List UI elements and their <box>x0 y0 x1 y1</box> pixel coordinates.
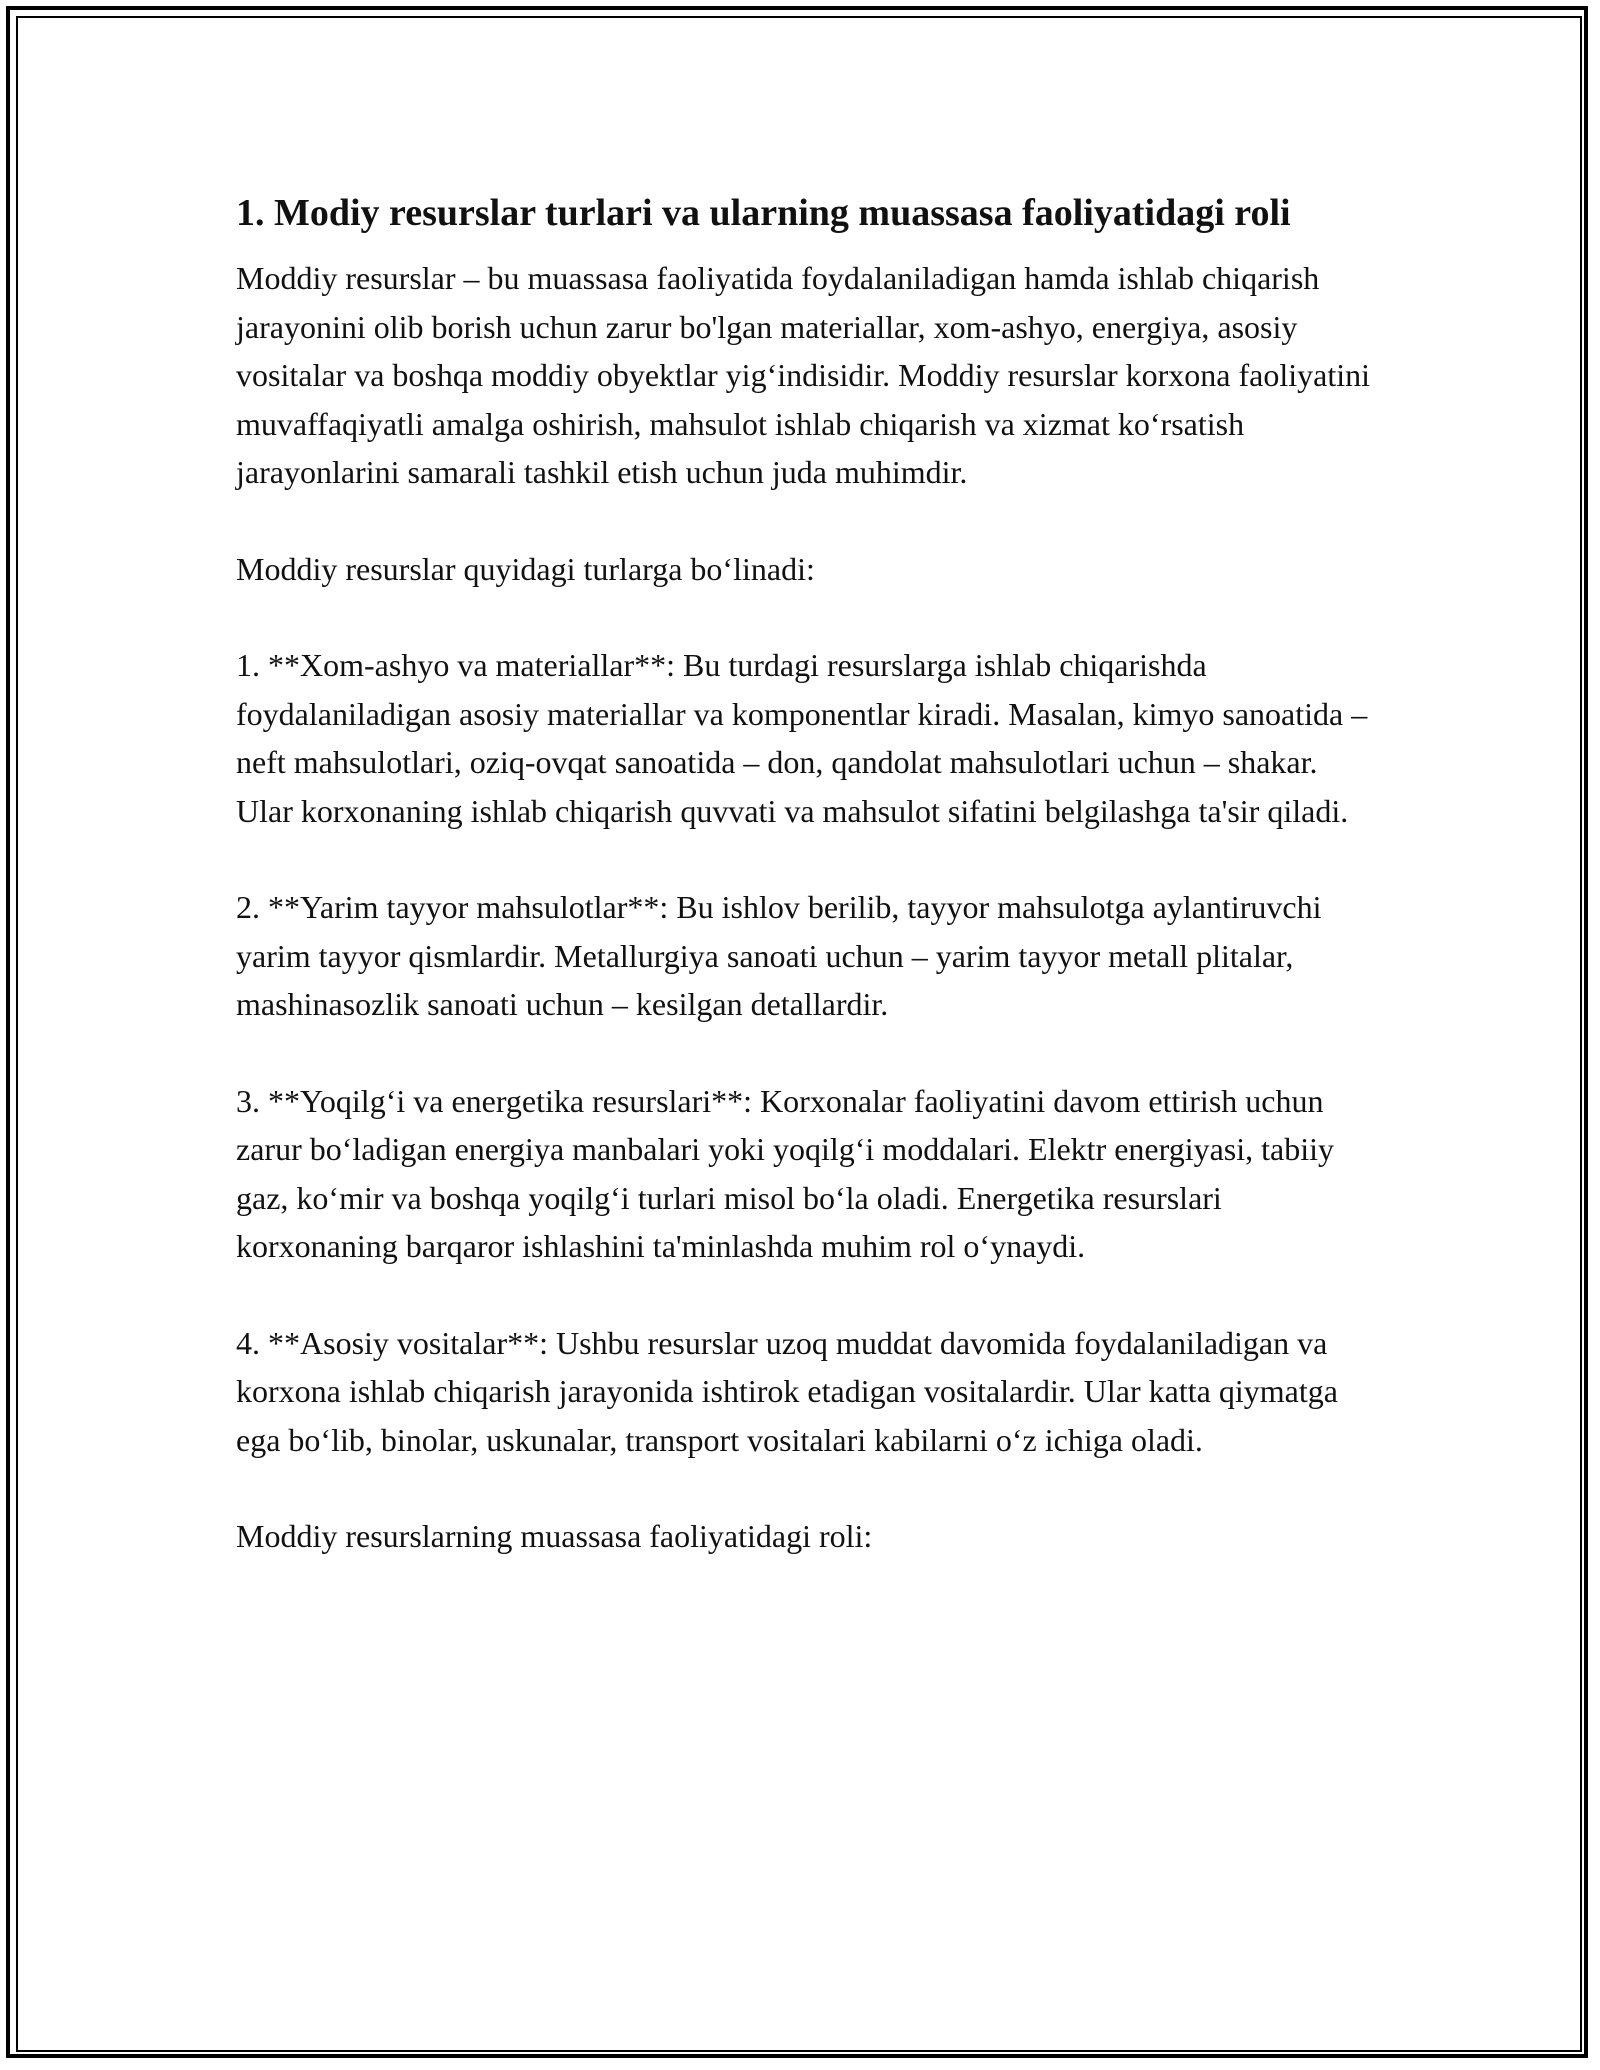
paragraph-item-raw-materials: 1. **Xom-ashyo va materiallar**: Bu turdagi resurslarga ishlab chiqarishda foydalaniladigan asosiy materiallar va komponentlar kiradi. Masalan, kimyo sanoatida – neft mahsulotlari, oziq-ovqat sanoatida – don, qandolat mahsulotlari uchun – shakar. Ular korxonaning ishlab chiqarish quvvati va mahsulot sifatini belgilashga ta'sir qiladi. <box>236 647 1368 829</box>
paragraph-types-lead: Moddiy resurslar quyidagi turlarga bo‘linadi: <box>236 550 815 587</box>
document-heading: 1. Modiy resurslar turlari va ularning muassasa faoliyatidagi roli <box>236 192 1291 234</box>
paragraph-role-lead: Moddiy resurslarning muassasa faoliyatidagi roli: <box>236 1518 873 1554</box>
paragraph-item-fixed-assets: 4. **Asosiy vositalar**: Ushbu resurslar uzoq muddat davomida foydalaniladigan va korxona ishlab chiqarish jarayonida ishtirok etadigan vositalardir. Ular katta qiymatga ega bo‘lib, binolar, uskunalar, transport vositalari kabilarni o‘z ichiga oladi. <box>236 1324 1338 1458</box>
document-body <box>236 186 1376 1609</box>
paragraph-intro: Moddiy resurslar – bu muassasa faoliyatida foydalaniladigan hamda ishlab chiqarish jarayonini olib borish uchun zarur bo'lgan materiallar, xom-ashyo, energiya, asosiy vositalar va boshqa moddiy obyektlar yig‘indisidir. Moddiy resurslar korxona faoliyatini muvaffaqiyatli amalga oshirish, mahsulot ishlab chiqarish va xizmat ko‘rsatish jarayonlarini samarali tashkil etish uchun juda muhimdir. <box>236 260 1371 490</box>
paragraph-item-semi-finished: 2. **Yarim tayyor mahsulotlar**: Bu ishlov berilib, tayyor mahsulotga aylantiruvchi yarim tayyor qismlardir. Metallurgiya sanoati uchun – yarim tayyor metall plitalar, mashinasozlik sanoati uchun – kesilgan detallardir. <box>236 889 1322 1022</box>
paragraph-item-fuel-energy: 3. **Yoqilg‘i va energetika resurslari**: Korxonalar faoliyatini davom ettirish uchun zarur bo‘ladigan energiya manbalari yoki yoqilg‘i moddalari. Elektr energiyasi, tabiiy gaz, ko‘mir va boshqa yoqilg‘i turlari misol bo‘la oladi. Energetika resurslari korxonaning barqaror ishlashini ta'minlashda muhim rol o‘ynaydi. <box>236 1082 1335 1264</box>
